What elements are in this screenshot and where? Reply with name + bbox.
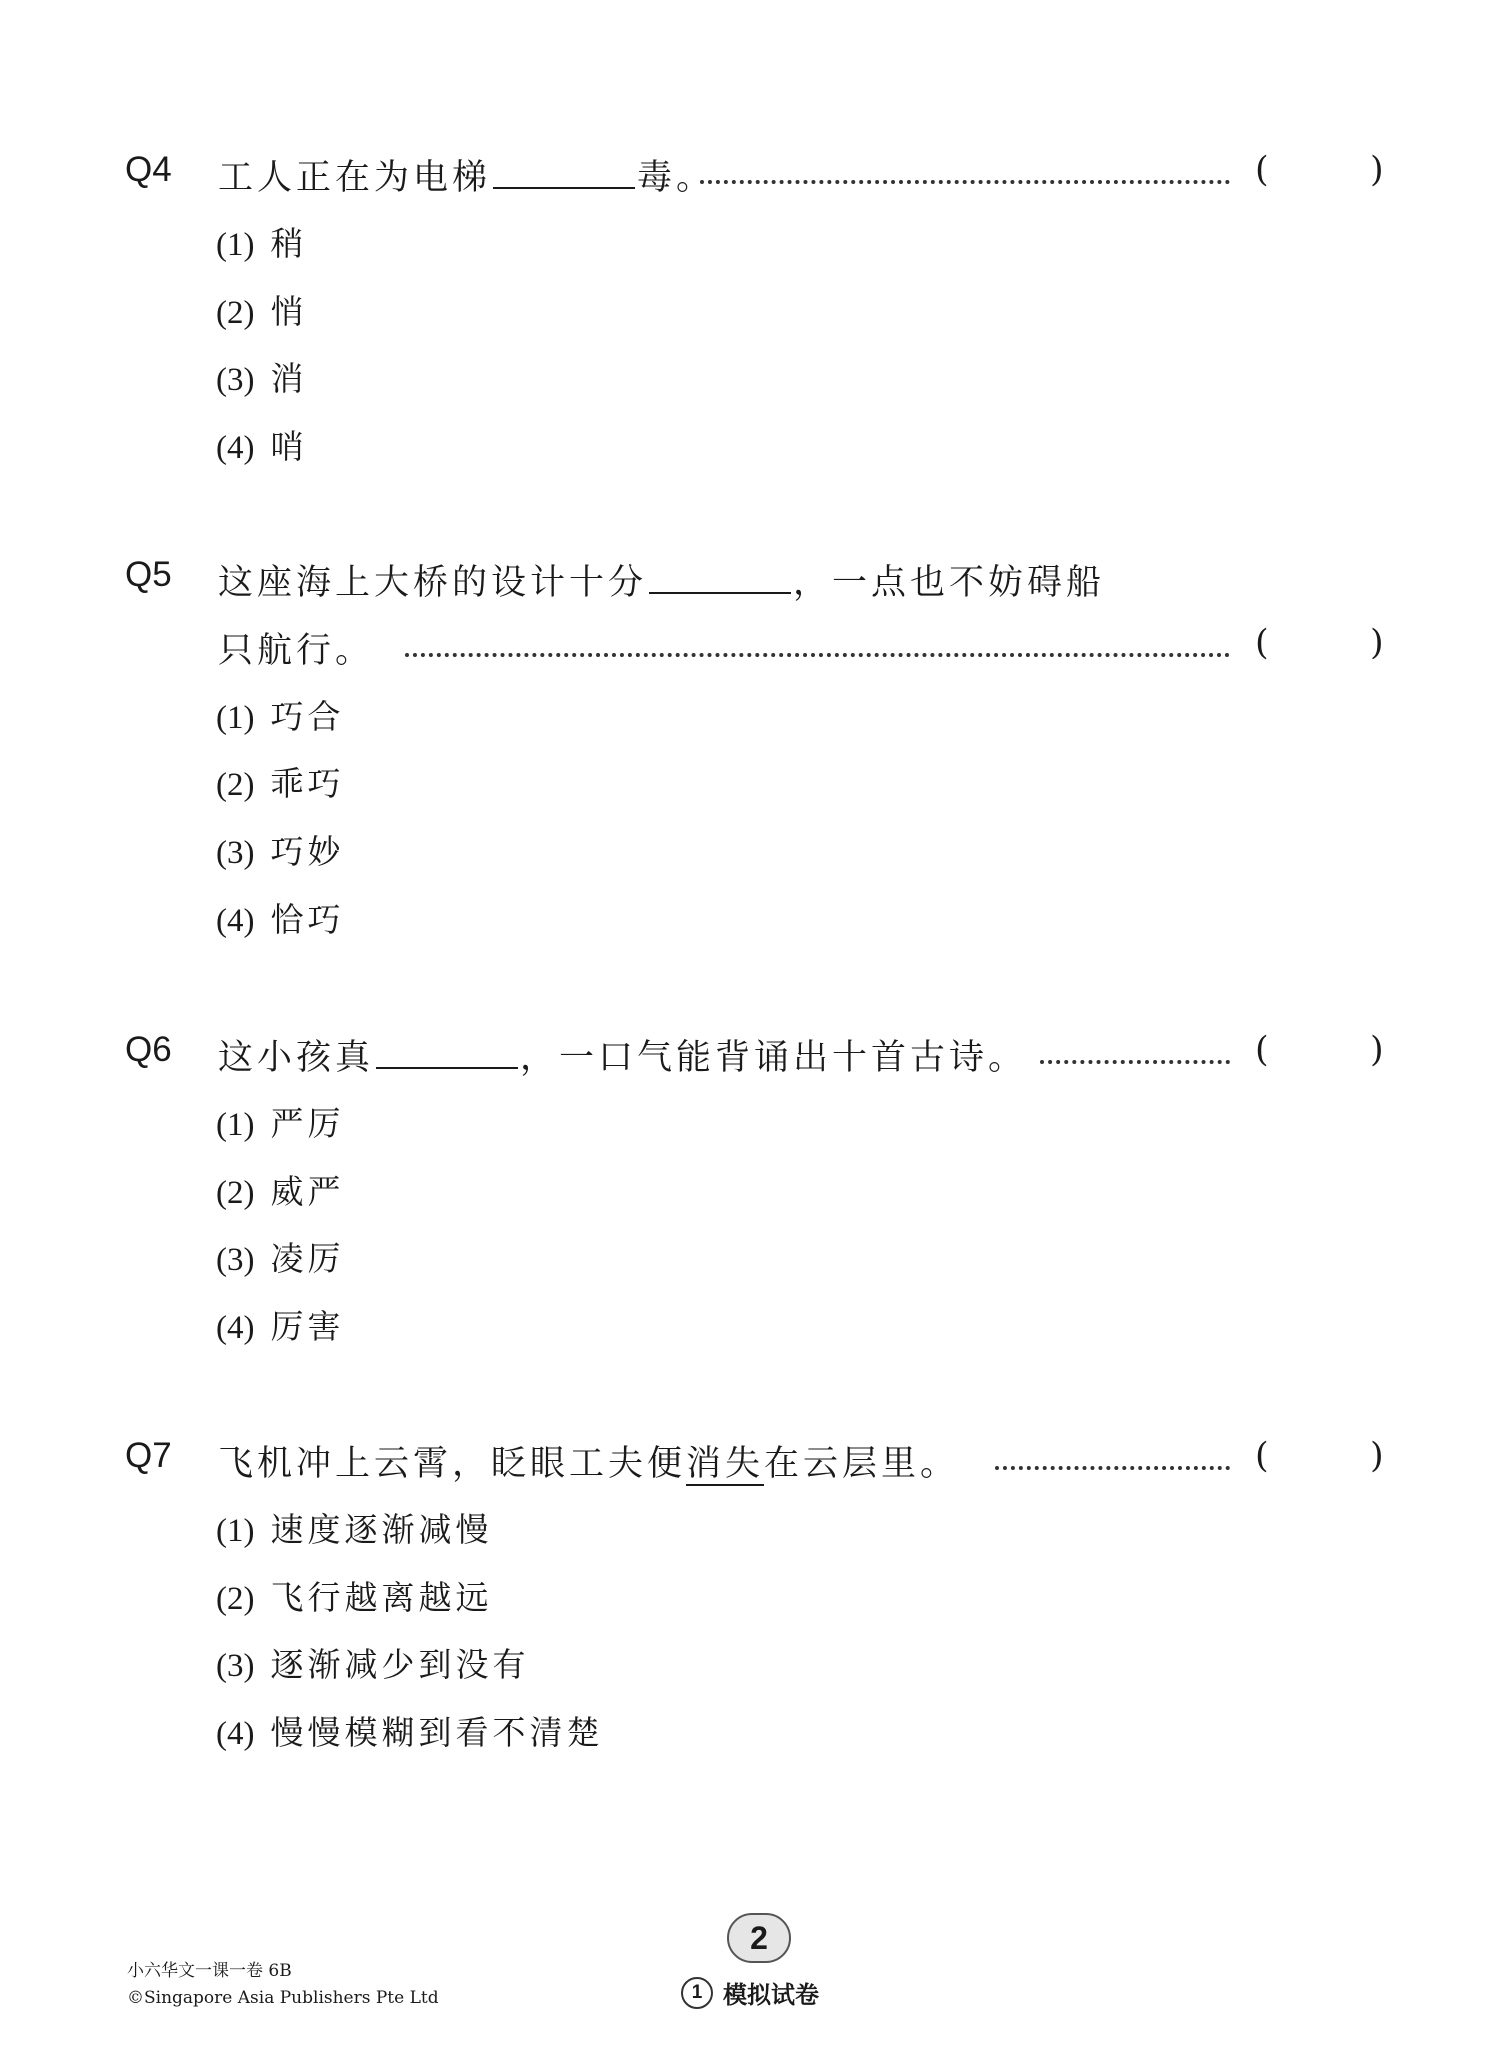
option: (3) 凌厉 — [216, 1239, 345, 1278]
stem-after: 在云层里。 — [764, 1444, 960, 1484]
leader-dots — [995, 1436, 1230, 1486]
book-title: 小六华文一课一卷 6B — [127, 1961, 292, 1981]
footer-book-info — [127, 1958, 439, 2012]
answer-blank — [493, 151, 635, 189]
stem-after: 毒。 — [637, 158, 716, 198]
answer-paren-close: ) — [1370, 1030, 1384, 1070]
answer-paren-open: ( — [1255, 150, 1269, 190]
option: (4) 厉害 — [216, 1307, 345, 1346]
question-stem — [218, 1436, 1499, 1486]
answer-blank — [649, 556, 791, 594]
stem-before: 工人正在为电梯 — [218, 158, 492, 198]
option: (1) 巧合 — [216, 697, 345, 736]
option: (3) 消 — [216, 359, 308, 398]
series-title: 模拟试卷 — [723, 1981, 819, 2009]
series-number-circle: 1 — [681, 1977, 713, 2009]
option: (3) 逐渐减少到没有 — [216, 1645, 530, 1684]
stem-before: 这座海上大桥的设计十分 — [218, 563, 648, 603]
option: (2) 威严 — [216, 1172, 345, 1211]
copyright: ©Singapore Asia Publishers Pte Ltd — [127, 1988, 439, 2008]
option: (3) 巧妙 — [216, 832, 345, 871]
question-stem — [218, 1030, 1499, 1080]
leader-dots — [405, 623, 1230, 673]
stem-after: ，一口气能背诵出十首古诗。 — [520, 1038, 1028, 1078]
option: (2) 乖巧 — [216, 764, 345, 803]
option: (4) 哨 — [216, 427, 308, 466]
answer-paren-close: ) — [1370, 150, 1384, 190]
stem-before: 这小孩真 — [218, 1038, 375, 1078]
question-number: Q4 — [125, 150, 172, 189]
question-number: Q6 — [125, 1030, 172, 1069]
option: (2) 悄 — [216, 292, 308, 331]
question-number: Q5 — [125, 555, 172, 594]
page-number-badge: 2 — [727, 1913, 791, 1963]
answer-paren-close: ) — [1370, 623, 1384, 663]
underlined-word: 消失 — [686, 1444, 765, 1484]
option: (2) 飞行越离越远 — [216, 1578, 493, 1617]
answer-paren-open: ( — [1255, 623, 1269, 663]
option: (4) 恰巧 — [216, 900, 345, 939]
option: (1) 速度逐渐减慢 — [216, 1510, 493, 1549]
answer-blank — [376, 1031, 518, 1069]
leader-dots — [700, 150, 1230, 200]
series-label — [681, 1975, 819, 2010]
question-stem-line2: 只航行。 — [218, 631, 375, 671]
answer-paren-open: ( — [1255, 1030, 1269, 1070]
answer-paren-open: ( — [1255, 1436, 1269, 1476]
leader-dots — [1040, 1030, 1230, 1080]
stem-before: 飞机冲上云霄，眨眼工夫便 — [218, 1444, 687, 1484]
question-number: Q7 — [125, 1436, 172, 1475]
question-stem — [218, 555, 1499, 605]
stem-after: ，一点也不妨碍船 — [793, 563, 1106, 603]
option: (1) 严厉 — [216, 1104, 345, 1143]
answer-paren-close: ) — [1370, 1436, 1384, 1476]
option: (4) 慢慢模糊到看不清楚 — [216, 1713, 604, 1752]
option: (1) 稍 — [216, 224, 308, 263]
